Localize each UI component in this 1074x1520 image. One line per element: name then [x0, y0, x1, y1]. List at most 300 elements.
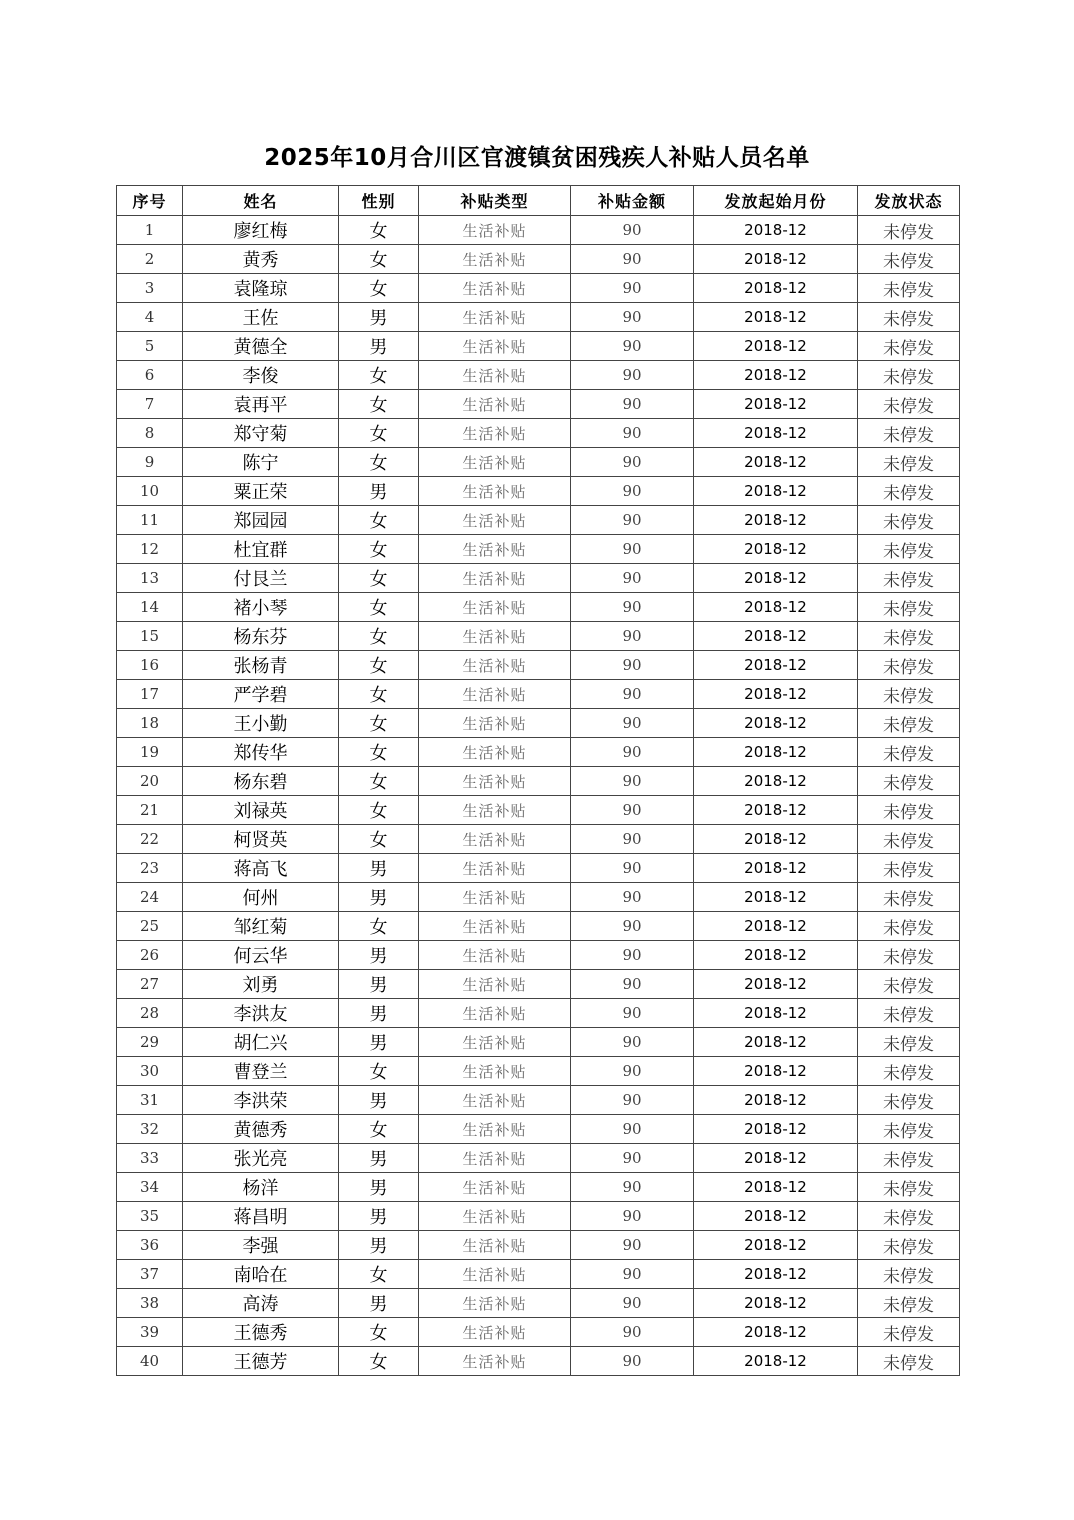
- cell-subsidy-type: 生活补贴: [419, 738, 571, 767]
- cell-start-month: 2018-12: [694, 912, 858, 941]
- cell-name: 何州: [183, 883, 339, 912]
- cell-start-month: 2018-12: [694, 883, 858, 912]
- cell-status: 未停发: [858, 332, 960, 361]
- cell-seq: 29: [117, 1028, 183, 1057]
- cell-start-month: 2018-12: [694, 1260, 858, 1289]
- cell-subsidy-type: 生活补贴: [419, 1144, 571, 1173]
- table-row: [117, 506, 960, 535]
- header-gender: 性别: [339, 186, 419, 216]
- cell-name: 王德芳: [183, 1347, 339, 1376]
- cell-seq: 23: [117, 854, 183, 883]
- cell-subsidy-amount: 90: [571, 1028, 694, 1057]
- cell-subsidy-amount: 90: [571, 419, 694, 448]
- cell-start-month: 2018-12: [694, 1231, 858, 1260]
- cell-name: 廖红梅: [183, 216, 339, 245]
- cell-start-month: 2018-12: [694, 535, 858, 564]
- cell-status: 未停发: [858, 912, 960, 941]
- table-row: [117, 1318, 960, 1347]
- cell-subsidy-type: 生活补贴: [419, 883, 571, 912]
- cell-seq: 38: [117, 1289, 183, 1318]
- cell-subsidy-type: 生活补贴: [419, 274, 571, 303]
- cell-gender: 男: [339, 1289, 419, 1318]
- cell-name: 李强: [183, 1231, 339, 1260]
- cell-seq: 19: [117, 738, 183, 767]
- cell-seq: 31: [117, 1086, 183, 1115]
- cell-status: 未停发: [858, 1028, 960, 1057]
- cell-start-month: 2018-12: [694, 854, 858, 883]
- cell-gender: 女: [339, 564, 419, 593]
- cell-start-month: 2018-12: [694, 1086, 858, 1115]
- cell-status: 未停发: [858, 506, 960, 535]
- cell-subsidy-type: 生活补贴: [419, 970, 571, 999]
- cell-name: 付艮兰: [183, 564, 339, 593]
- cell-start-month: 2018-12: [694, 825, 858, 854]
- cell-subsidy-type: 生活补贴: [419, 825, 571, 854]
- table-row: [117, 477, 960, 506]
- cell-subsidy-type: 生活补贴: [419, 796, 571, 825]
- cell-subsidy-amount: 90: [571, 245, 694, 274]
- cell-name: 黄德全: [183, 332, 339, 361]
- table-row: [117, 419, 960, 448]
- cell-seq: 32: [117, 1115, 183, 1144]
- cell-seq: 6: [117, 361, 183, 390]
- cell-status: 未停发: [858, 767, 960, 796]
- cell-start-month: 2018-12: [694, 1289, 858, 1318]
- cell-seq: 28: [117, 999, 183, 1028]
- table-row: [117, 1173, 960, 1202]
- cell-name: 柯贤英: [183, 825, 339, 854]
- cell-seq: 10: [117, 477, 183, 506]
- cell-subsidy-amount: 90: [571, 535, 694, 564]
- table-row: [117, 332, 960, 361]
- table-row: [117, 1231, 960, 1260]
- cell-subsidy-amount: 90: [571, 854, 694, 883]
- cell-subsidy-type: 生活补贴: [419, 564, 571, 593]
- cell-seq: 20: [117, 767, 183, 796]
- cell-subsidy-amount: 90: [571, 622, 694, 651]
- cell-start-month: 2018-12: [694, 332, 858, 361]
- cell-start-month: 2018-12: [694, 796, 858, 825]
- table-row: [117, 593, 960, 622]
- cell-gender: 男: [339, 303, 419, 332]
- cell-subsidy-amount: 90: [571, 1231, 694, 1260]
- cell-subsidy-type: 生活补贴: [419, 854, 571, 883]
- cell-name: 张杨青: [183, 651, 339, 680]
- cell-subsidy-type: 生活补贴: [419, 680, 571, 709]
- cell-subsidy-type: 生活补贴: [419, 709, 571, 738]
- cell-name: 王佐: [183, 303, 339, 332]
- cell-start-month: 2018-12: [694, 245, 858, 274]
- cell-subsidy-amount: 90: [571, 680, 694, 709]
- cell-status: 未停发: [858, 796, 960, 825]
- cell-gender: 女: [339, 593, 419, 622]
- cell-start-month: 2018-12: [694, 651, 858, 680]
- cell-subsidy-type: 生活补贴: [419, 303, 571, 332]
- cell-status: 未停发: [858, 738, 960, 767]
- cell-subsidy-amount: 90: [571, 506, 694, 535]
- cell-subsidy-amount: 90: [571, 1347, 694, 1376]
- cell-start-month: 2018-12: [694, 1347, 858, 1376]
- cell-subsidy-amount: 90: [571, 825, 694, 854]
- cell-subsidy-amount: 90: [571, 999, 694, 1028]
- cell-name: 李洪荣: [183, 1086, 339, 1115]
- table-row: [117, 680, 960, 709]
- cell-name: 何云华: [183, 941, 339, 970]
- cell-seq: 21: [117, 796, 183, 825]
- cell-name: 蒋昌明: [183, 1202, 339, 1231]
- cell-status: 未停发: [858, 477, 960, 506]
- cell-subsidy-amount: 90: [571, 390, 694, 419]
- cell-name: 曹登兰: [183, 1057, 339, 1086]
- cell-start-month: 2018-12: [694, 680, 858, 709]
- cell-subsidy-type: 生活补贴: [419, 361, 571, 390]
- header-status: 发放状态: [858, 186, 960, 216]
- cell-start-month: 2018-12: [694, 506, 858, 535]
- cell-name: 粟正荣: [183, 477, 339, 506]
- cell-gender: 女: [339, 419, 419, 448]
- cell-status: 未停发: [858, 274, 960, 303]
- table-row: [117, 854, 960, 883]
- cell-name: 杨东碧: [183, 767, 339, 796]
- cell-status: 未停发: [858, 1347, 960, 1376]
- table-row: [117, 1086, 960, 1115]
- cell-subsidy-type: 生活补贴: [419, 245, 571, 274]
- cell-subsidy-type: 生活补贴: [419, 593, 571, 622]
- cell-subsidy-type: 生活补贴: [419, 767, 571, 796]
- cell-seq: 30: [117, 1057, 183, 1086]
- cell-status: 未停发: [858, 941, 960, 970]
- cell-name: 胡仁兴: [183, 1028, 339, 1057]
- cell-subsidy-amount: 90: [571, 361, 694, 390]
- cell-status: 未停发: [858, 1202, 960, 1231]
- cell-seq: 12: [117, 535, 183, 564]
- cell-start-month: 2018-12: [694, 593, 858, 622]
- cell-gender: 女: [339, 825, 419, 854]
- table-row: [117, 303, 960, 332]
- cell-name: 王德秀: [183, 1318, 339, 1347]
- cell-status: 未停发: [858, 1318, 960, 1347]
- cell-subsidy-type: 生活补贴: [419, 941, 571, 970]
- cell-subsidy-amount: 90: [571, 564, 694, 593]
- cell-status: 未停发: [858, 448, 960, 477]
- cell-gender: 女: [339, 709, 419, 738]
- cell-name: 袁再平: [183, 390, 339, 419]
- cell-gender: 女: [339, 1347, 419, 1376]
- cell-name: 张光亮: [183, 1144, 339, 1173]
- cell-name: 郑园园: [183, 506, 339, 535]
- cell-seq: 37: [117, 1260, 183, 1289]
- cell-start-month: 2018-12: [694, 1144, 858, 1173]
- cell-name: 陈宁: [183, 448, 339, 477]
- table-row: [117, 709, 960, 738]
- table-row: [117, 1057, 960, 1086]
- table-body: [117, 216, 960, 1376]
- header-seq: 序号: [117, 186, 183, 216]
- table-row: [117, 1202, 960, 1231]
- cell-start-month: 2018-12: [694, 477, 858, 506]
- cell-name: 南哈在: [183, 1260, 339, 1289]
- cell-gender: 女: [339, 390, 419, 419]
- cell-subsidy-amount: 90: [571, 738, 694, 767]
- cell-subsidy-amount: 90: [571, 1115, 694, 1144]
- cell-seq: 16: [117, 651, 183, 680]
- cell-subsidy-amount: 90: [571, 593, 694, 622]
- subsidy-roster-table: [116, 185, 960, 1376]
- cell-subsidy-type: 生活补贴: [419, 332, 571, 361]
- cell-gender: 女: [339, 535, 419, 564]
- cell-name: 蒋高飞: [183, 854, 339, 883]
- table-row: [117, 622, 960, 651]
- table-row: [117, 970, 960, 999]
- cell-status: 未停发: [858, 564, 960, 593]
- cell-gender: 男: [339, 1086, 419, 1115]
- cell-subsidy-type: 生活补贴: [419, 506, 571, 535]
- cell-status: 未停发: [858, 1057, 960, 1086]
- cell-status: 未停发: [858, 825, 960, 854]
- cell-subsidy-amount: 90: [571, 216, 694, 245]
- cell-status: 未停发: [858, 680, 960, 709]
- cell-seq: 26: [117, 941, 183, 970]
- cell-name: 黄德秀: [183, 1115, 339, 1144]
- cell-seq: 3: [117, 274, 183, 303]
- cell-seq: 9: [117, 448, 183, 477]
- cell-gender: 男: [339, 854, 419, 883]
- cell-status: 未停发: [858, 1115, 960, 1144]
- cell-gender: 女: [339, 274, 419, 303]
- table-row: [117, 216, 960, 245]
- cell-gender: 男: [339, 999, 419, 1028]
- cell-seq: 14: [117, 593, 183, 622]
- cell-subsidy-type: 生活补贴: [419, 1173, 571, 1202]
- cell-gender: 男: [339, 883, 419, 912]
- cell-name: 邹红菊: [183, 912, 339, 941]
- cell-gender: 男: [339, 1144, 419, 1173]
- cell-start-month: 2018-12: [694, 970, 858, 999]
- cell-subsidy-amount: 90: [571, 332, 694, 361]
- cell-subsidy-type: 生活补贴: [419, 535, 571, 564]
- cell-subsidy-amount: 90: [571, 1086, 694, 1115]
- cell-subsidy-amount: 90: [571, 796, 694, 825]
- cell-subsidy-amount: 90: [571, 970, 694, 999]
- cell-name: 郑守菊: [183, 419, 339, 448]
- cell-status: 未停发: [858, 1231, 960, 1260]
- cell-start-month: 2018-12: [694, 999, 858, 1028]
- cell-status: 未停发: [858, 593, 960, 622]
- cell-seq: 1: [117, 216, 183, 245]
- cell-start-month: 2018-12: [694, 767, 858, 796]
- cell-seq: 35: [117, 1202, 183, 1231]
- cell-name: 高涛: [183, 1289, 339, 1318]
- table-row: [117, 796, 960, 825]
- table-row: [117, 651, 960, 680]
- cell-name: 严学碧: [183, 680, 339, 709]
- cell-status: 未停发: [858, 390, 960, 419]
- cell-subsidy-type: 生活补贴: [419, 622, 571, 651]
- cell-name: 杨东芬: [183, 622, 339, 651]
- cell-seq: 18: [117, 709, 183, 738]
- cell-name: 褚小琴: [183, 593, 339, 622]
- cell-status: 未停发: [858, 1144, 960, 1173]
- table-row: [117, 448, 960, 477]
- table-row: [117, 274, 960, 303]
- cell-gender: 男: [339, 1028, 419, 1057]
- cell-subsidy-amount: 90: [571, 912, 694, 941]
- cell-gender: 男: [339, 1202, 419, 1231]
- cell-start-month: 2018-12: [694, 1318, 858, 1347]
- cell-seq: 15: [117, 622, 183, 651]
- cell-subsidy-type: 生活补贴: [419, 1260, 571, 1289]
- table-row: [117, 912, 960, 941]
- cell-status: 未停发: [858, 970, 960, 999]
- cell-seq: 22: [117, 825, 183, 854]
- cell-status: 未停发: [858, 361, 960, 390]
- cell-status: 未停发: [858, 1086, 960, 1115]
- cell-subsidy-amount: 90: [571, 1289, 694, 1318]
- cell-subsidy-amount: 90: [571, 709, 694, 738]
- cell-seq: 5: [117, 332, 183, 361]
- cell-subsidy-type: 生活补贴: [419, 999, 571, 1028]
- cell-gender: 女: [339, 361, 419, 390]
- cell-seq: 40: [117, 1347, 183, 1376]
- table-row: [117, 738, 960, 767]
- cell-start-month: 2018-12: [694, 303, 858, 332]
- cell-gender: 男: [339, 970, 419, 999]
- cell-name: 李洪友: [183, 999, 339, 1028]
- cell-subsidy-amount: 90: [571, 477, 694, 506]
- table-row: [117, 1115, 960, 1144]
- cell-subsidy-type: 生活补贴: [419, 390, 571, 419]
- cell-status: 未停发: [858, 303, 960, 332]
- cell-subsidy-amount: 90: [571, 941, 694, 970]
- table-row: [117, 390, 960, 419]
- cell-start-month: 2018-12: [694, 361, 858, 390]
- cell-seq: 24: [117, 883, 183, 912]
- cell-gender: 女: [339, 1260, 419, 1289]
- table-row: [117, 767, 960, 796]
- cell-name: 王小勤: [183, 709, 339, 738]
- cell-name: 李俊: [183, 361, 339, 390]
- header-start-month: 发放起始月份: [694, 186, 858, 216]
- table-row: [117, 1347, 960, 1376]
- cell-status: 未停发: [858, 709, 960, 738]
- cell-start-month: 2018-12: [694, 1057, 858, 1086]
- cell-gender: 女: [339, 680, 419, 709]
- cell-status: 未停发: [858, 216, 960, 245]
- cell-gender: 男: [339, 332, 419, 361]
- cell-subsidy-amount: 90: [571, 651, 694, 680]
- cell-status: 未停发: [858, 651, 960, 680]
- cell-name: 郑传华: [183, 738, 339, 767]
- cell-seq: 27: [117, 970, 183, 999]
- cell-status: 未停发: [858, 245, 960, 274]
- cell-name: 杜宜群: [183, 535, 339, 564]
- table-row: [117, 245, 960, 274]
- cell-seq: 11: [117, 506, 183, 535]
- cell-subsidy-type: 生活补贴: [419, 1318, 571, 1347]
- cell-subsidy-type: 生活补贴: [419, 1115, 571, 1144]
- cell-start-month: 2018-12: [694, 1115, 858, 1144]
- cell-start-month: 2018-12: [694, 1202, 858, 1231]
- cell-status: 未停发: [858, 622, 960, 651]
- cell-seq: 25: [117, 912, 183, 941]
- cell-gender: 女: [339, 1318, 419, 1347]
- cell-gender: 女: [339, 912, 419, 941]
- cell-seq: 2: [117, 245, 183, 274]
- cell-gender: 男: [339, 1173, 419, 1202]
- cell-start-month: 2018-12: [694, 1173, 858, 1202]
- table-row: [117, 361, 960, 390]
- cell-seq: 39: [117, 1318, 183, 1347]
- cell-gender: 男: [339, 1231, 419, 1260]
- cell-gender: 男: [339, 941, 419, 970]
- cell-gender: 男: [339, 477, 419, 506]
- cell-seq: 13: [117, 564, 183, 593]
- table-row: [117, 564, 960, 593]
- cell-subsidy-amount: 90: [571, 1260, 694, 1289]
- cell-subsidy-type: 生活补贴: [419, 1057, 571, 1086]
- table-row: [117, 1289, 960, 1318]
- cell-gender: 女: [339, 216, 419, 245]
- cell-gender: 女: [339, 622, 419, 651]
- cell-name: 刘勇: [183, 970, 339, 999]
- cell-gender: 女: [339, 245, 419, 274]
- cell-subsidy-amount: 90: [571, 274, 694, 303]
- cell-start-month: 2018-12: [694, 738, 858, 767]
- cell-subsidy-type: 生活补贴: [419, 1289, 571, 1318]
- table-row: [117, 535, 960, 564]
- cell-gender: 女: [339, 738, 419, 767]
- cell-subsidy-type: 生活补贴: [419, 651, 571, 680]
- table-row: [117, 1260, 960, 1289]
- cell-seq: 33: [117, 1144, 183, 1173]
- cell-seq: 34: [117, 1173, 183, 1202]
- cell-subsidy-amount: 90: [571, 767, 694, 796]
- cell-name: 袁隆琼: [183, 274, 339, 303]
- table-row: [117, 1028, 960, 1057]
- cell-subsidy-amount: 90: [571, 1202, 694, 1231]
- cell-subsidy-type: 生活补贴: [419, 1086, 571, 1115]
- cell-name: 黄秀: [183, 245, 339, 274]
- cell-start-month: 2018-12: [694, 1028, 858, 1057]
- cell-subsidy-amount: 90: [571, 1057, 694, 1086]
- cell-status: 未停发: [858, 1260, 960, 1289]
- cell-seq: 17: [117, 680, 183, 709]
- cell-subsidy-type: 生活补贴: [419, 1202, 571, 1231]
- header-subsidy-amount: 补贴金额: [571, 186, 694, 216]
- cell-subsidy-amount: 90: [571, 883, 694, 912]
- cell-seq: 8: [117, 419, 183, 448]
- cell-start-month: 2018-12: [694, 448, 858, 477]
- cell-status: 未停发: [858, 883, 960, 912]
- cell-status: 未停发: [858, 535, 960, 564]
- cell-subsidy-type: 生活补贴: [419, 477, 571, 506]
- cell-seq: 36: [117, 1231, 183, 1260]
- cell-subsidy-type: 生活补贴: [419, 448, 571, 477]
- table-row: [117, 825, 960, 854]
- cell-start-month: 2018-12: [694, 709, 858, 738]
- cell-status: 未停发: [858, 854, 960, 883]
- cell-status: 未停发: [858, 419, 960, 448]
- table-row: [117, 999, 960, 1028]
- cell-gender: 女: [339, 796, 419, 825]
- cell-gender: 女: [339, 448, 419, 477]
- cell-subsidy-amount: 90: [571, 303, 694, 332]
- table-row: [117, 941, 960, 970]
- cell-gender: 女: [339, 1057, 419, 1086]
- table-row: [117, 883, 960, 912]
- header-subsidy-type: 补贴类型: [419, 186, 571, 216]
- cell-subsidy-type: 生活补贴: [419, 1231, 571, 1260]
